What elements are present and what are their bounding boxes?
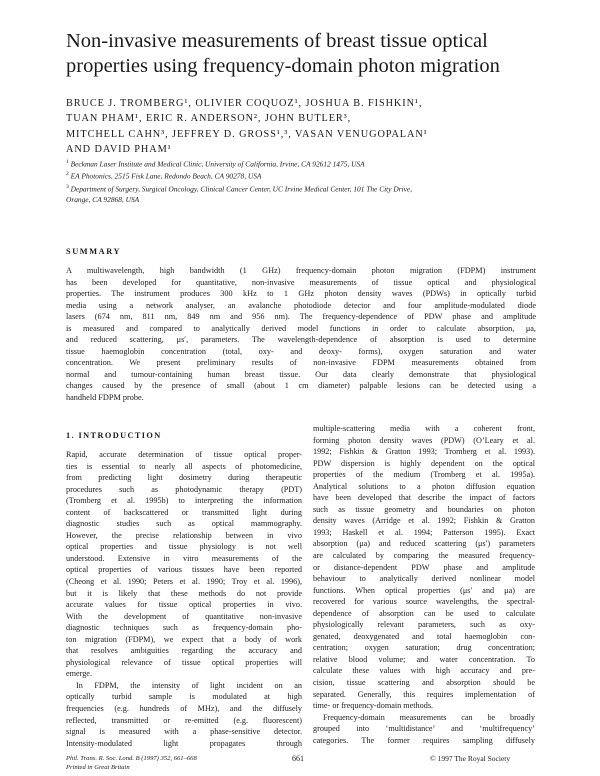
body-line: such as tissue geometry and boundaries on photon xyxy=(313,504,535,514)
body-line: reflected, transmitted or re-emitted (e.g. fluorescent) xyxy=(66,715,302,725)
summary-line: properties. The instrument produces 300 kHz to 1 GHz photon density waves (PDWs) in optically turbid xyxy=(66,289,536,298)
right-column xyxy=(313,423,535,746)
summary-line: has been developed for quantitative, non-invasive measurements of tissue optical and physiological xyxy=(66,277,536,287)
affiliation: $^3$ Department of Surgery, Surgical Oncology, Clinical Cancer Center, UC Irvine Medical Center, 101 The City Drive, xyxy=(66,183,413,194)
body-line: optical properties of various tissues have been reported xyxy=(66,565,302,575)
body-line: physiologically relevant parameters, such as oxy- xyxy=(313,620,535,630)
author-line: MITCHELL CAHN³, JEFFREY D. GROSS¹,³, VASAN VENUGOPALAN¹ xyxy=(66,128,428,140)
body-line: genated, deoxygenated and total haemoglobin con- xyxy=(313,631,535,641)
paper-title xyxy=(66,29,546,79)
body-line: diagnostic studies such as optical mammography. xyxy=(66,519,302,529)
body-line: Analytical solutions to a photon diffusion equation xyxy=(313,481,535,491)
body-line: cision, tissue scattering and absorption should be xyxy=(313,678,535,688)
author-line: BRUCE J. TROMBERG¹, OLIVIER COQUOZ¹, JOSHUA B. FISHKIN¹, xyxy=(66,98,423,109)
body-line: With the development of quantitative non-invasive xyxy=(66,611,302,621)
body-line: ton migration (FDPM), we expect that a body of work xyxy=(66,634,302,644)
body-line: grouped into ‘multidistance’ and ‘multifrequency’ xyxy=(313,724,535,734)
summary-line: and reduced scattering, μs′, parameters. The wavelength-dependence of absorption is used to determine xyxy=(66,335,536,344)
body-line: physiological relevance of tissue optical properties will xyxy=(66,657,302,667)
body-line: In FDPM, the intensity of light incident on an xyxy=(76,680,302,690)
body-line: forming photon density waves (PDW) (O’Leary et al. xyxy=(313,435,535,445)
title-line: properties using frequency-domain photon migration xyxy=(66,55,500,77)
body-line: properties of the medium (Tromberg et al. 1995a). xyxy=(313,470,535,480)
body-line: calculate these values with high accuracy and pre- xyxy=(313,666,535,676)
body-line: understood. Extensive in vitro measurements of the xyxy=(66,553,302,563)
body-line: from predicting light dosimetry during therapeutic xyxy=(66,473,302,483)
body-line: multiple-scattering media with a coherent front, xyxy=(313,424,535,433)
body-line: diagnostic techniques such as frequency-domain pho- xyxy=(66,623,302,633)
summary-line: is measured and compared to analytically derived model functions in order to calculate absorption, μa, xyxy=(66,323,536,333)
author-line: TUAN PHAM¹, ERIC R. ANDERSON², JOHN BUTLER³, xyxy=(66,113,352,125)
summary-line: tissue haemoglobin concentration (total, oxy- and deoxy- forms), oxygen saturation and water xyxy=(66,346,536,356)
body-line: optical properties and tissue physiology is not well xyxy=(66,542,302,552)
body-line: behaviour to analytically derived nonlinear model xyxy=(313,574,535,584)
summary-line: A multiwavelength, high bandwidth (1 GHz) frequency-domain photon migration (FDPM) instrument xyxy=(66,266,536,275)
body-line: categories. The former requires sampling diffusely xyxy=(313,735,535,745)
body-line: Rapid, accurate determination of tissue optical proper- xyxy=(66,450,302,459)
body-line: content of backscattered or transmitted light during xyxy=(66,507,302,517)
summary-line: concentration. We present preliminary results of non-invasive FDPM measurements obtained from xyxy=(66,358,536,367)
body-line: recovered for various source wavelengths, the spectral- xyxy=(313,597,535,607)
body-line: signal is measured with a phase-sensitive detector. xyxy=(66,727,302,737)
body-line: that resolves ambiguities regarding the accuracy and xyxy=(66,646,302,656)
body-line: (Tromberg et al. 1995b) to interpreting the information xyxy=(66,496,302,506)
body-line: density waves (Arridge et al. 1992; Fishkin & Gratton xyxy=(313,516,535,526)
summary-abstract xyxy=(66,265,536,403)
body-line: functions. When optical properties (μs′ and μa) are xyxy=(313,585,535,595)
summary-line: lasers (674 nm, 811 nm, 849 nm and 956 nm). The frequency-dependence of PDW phase and amplitude xyxy=(66,312,536,321)
body-line: However, the precise relationship between in vivo xyxy=(66,530,302,540)
body-line: accurate values for tissue optical properties in vivo. xyxy=(66,600,302,610)
body-line: relative blood volume; and water concentration. To xyxy=(313,654,535,664)
journal-citation xyxy=(66,754,197,772)
body-line: absorption (μa) and reduced scattering (μs′) parameters xyxy=(313,539,535,549)
body-line: Intensity-modulated light propagates through xyxy=(66,738,302,748)
body-line: separated. Generally, this requires implementation of xyxy=(313,689,535,699)
author-line: AND DAVID PHAM¹ xyxy=(66,143,172,155)
body-line: PDW dispersion is highly dependent on the optical xyxy=(313,458,535,468)
affiliations xyxy=(66,157,556,205)
body-line: (Cheong et al. 1990; Peters et al. 1990; Troy et al. 1996), xyxy=(66,577,302,587)
summary-line: normal and tumour-containing human breast tissue. Our data clearly demonstrate that physiological xyxy=(66,369,536,379)
body-line: are calculated by comparing the measured frequency- xyxy=(313,551,535,561)
title-line: Non-invasive measurements of breast tissue optical xyxy=(66,30,488,52)
body-line: centration; oxygen saturation; drug concentration; xyxy=(313,643,535,653)
affiliation: $^2$ EA Photonics, 2515 Fisk Lane, Redondo Beach, CA 90278, USA xyxy=(66,171,262,181)
printed-line: Printed in Great Britain xyxy=(66,764,130,771)
body-line: frequencies (e.g. hundreds of MHz), and the diffusely xyxy=(66,704,302,714)
copyright: © 1997 The Royal Society xyxy=(430,754,511,763)
journal-line: Phil. Trans. R. Soc. Lond. B (1997) 352, 661–668 xyxy=(66,755,197,762)
body-line: Frequency-domain measurements can be broadly xyxy=(323,712,535,722)
body-line: 1993; Haskell et al. 1994; Patterson 1995). Exact xyxy=(313,527,535,537)
body-line: emerge. xyxy=(66,669,92,679)
body-line: but it is likely that these methods do not provide xyxy=(66,588,302,598)
body-line: have been developed that describe the impact of factors xyxy=(313,493,535,503)
intro-heading: 1. INTRODUCTION xyxy=(66,431,162,440)
body-line: procedures such as photodynamic therapy (PDT) xyxy=(66,484,302,494)
affiliation: $^1$ Beckman Laser Institute and Medical Clinic, University of California, Irvine, CA 92612 1475, USA xyxy=(66,159,365,169)
body-line: 1992; Fishkin & Gratton 1993; Tromberg et al. 1993). xyxy=(313,447,535,457)
page-number: 661 xyxy=(292,754,304,763)
summary-line: media using a network analyser, an avalanche photodiode detector and four amplitude-modulated diode xyxy=(66,300,536,310)
summary-line: changes caused by the presence of small (about 1 cm diameter) palpable lesions can be detected using a xyxy=(66,381,536,390)
body-line: dependence of absorption can be used to calculate xyxy=(313,608,535,618)
body-line: optically turbid sample is modulated at high xyxy=(66,692,302,702)
body-line: ties is essential to nearly all aspects of photomedicine, xyxy=(66,461,302,471)
body-line: or distance-dependent PDW phase and amplitude xyxy=(313,562,535,572)
author-list xyxy=(66,96,556,157)
summary-heading: SUMMARY xyxy=(66,247,122,256)
affiliation: Orange, CA 92868, USA xyxy=(66,195,140,205)
body-line: time- or frequency-domain methods. xyxy=(313,701,434,711)
left-column xyxy=(66,430,302,749)
summary-line: handheld FDPM probe. xyxy=(66,392,144,402)
